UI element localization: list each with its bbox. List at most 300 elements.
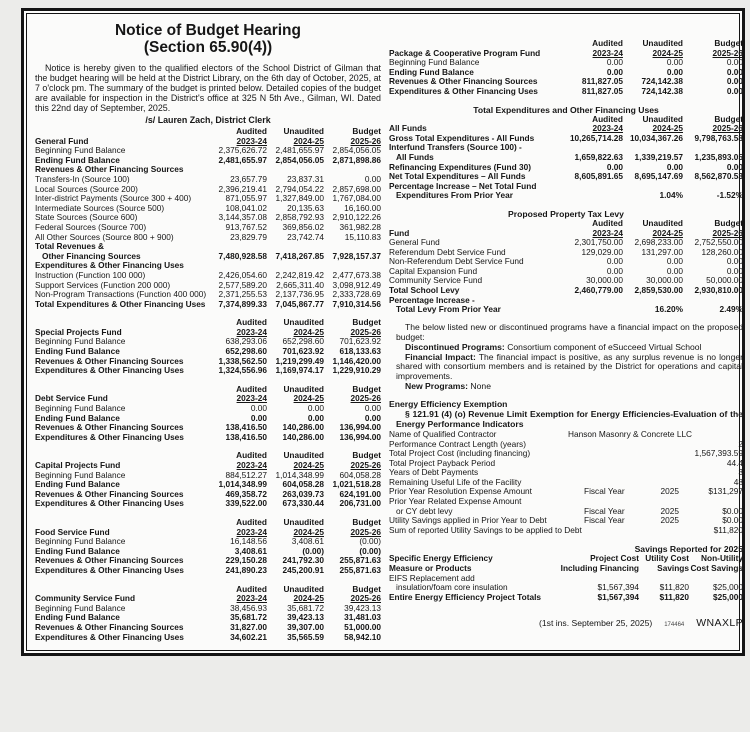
year-header: 2025-26	[350, 460, 381, 470]
column-header: Audited	[592, 217, 623, 228]
row-label: Expenditures & Other Financing Uses	[35, 498, 184, 509]
column-header: Budget	[352, 583, 381, 594]
row-label: Interfund Transfers (Source 100) -	[389, 142, 522, 153]
text-run: Discontinued Programs:	[405, 341, 505, 352]
column-header: Unaudited	[283, 126, 324, 136]
row-label: Total Project Payback Period	[389, 457, 496, 468]
cell-value: 2,481,655.97	[218, 154, 267, 165]
cell-value: 1.04%	[659, 190, 683, 201]
cell-value: 51,000.00	[344, 621, 381, 632]
cell-value: 20,135.63	[287, 202, 324, 213]
cell-value: 1,169,974.17	[275, 365, 324, 376]
row-label: Ending Fund Balance	[35, 412, 120, 423]
cell-value: $1,567,394	[597, 591, 639, 602]
row-label: Total Expenditures & Other Financing Uses	[35, 298, 206, 309]
cell-value: (0.00)	[302, 545, 324, 556]
year-header: 2025-26	[712, 227, 743, 238]
savings-heading: Savings Reported for 2025	[634, 544, 743, 555]
cell-value: $11,820	[659, 591, 689, 602]
row-label: Beginning Fund Balance	[35, 536, 126, 547]
cell-value: 44.4	[726, 457, 743, 468]
fund-row	[389, 87, 743, 97]
cell-value: 0.00	[364, 173, 381, 184]
year-header: 2024-25	[293, 135, 324, 146]
column-header: Unaudited	[642, 217, 683, 228]
cell-value: 1,146,420.00	[332, 355, 381, 366]
fund-header-spacer	[389, 219, 563, 229]
fund-header-row	[389, 219, 743, 229]
notice-box	[21, 8, 745, 656]
year-header: 2023-24	[236, 135, 267, 146]
cell-value: 140,286.00	[282, 431, 324, 442]
column-header: Savings	[657, 563, 689, 574]
row-label: Revenues & Other Financing Sources	[35, 422, 184, 433]
row-label: Remaining Useful Life of the Facility	[389, 476, 522, 487]
cell-value: 724,142.38	[641, 85, 683, 96]
cell-value: 23,657.79	[230, 173, 267, 184]
cell-value: 129,029.00	[581, 246, 623, 257]
right-column	[389, 19, 743, 642]
year-header: 2023-24	[236, 393, 267, 404]
cell-value: (0.00)	[359, 545, 381, 556]
row-label: Prior Year Related Expense Amount	[389, 496, 522, 507]
cell-value: 618,133.63	[339, 346, 381, 357]
column-header: Budget	[352, 383, 381, 394]
cell-value: 2,871,898.86	[332, 154, 381, 165]
row-label: or CY debt levy	[396, 505, 453, 516]
row-label: Sum of reported Utility Savings to be applied to Debt	[389, 524, 582, 535]
cell-value: (0.00)	[359, 536, 381, 547]
cell-value: 58,942.10	[344, 631, 381, 642]
row-label: Expenditures & Other Financing Uses	[389, 85, 538, 96]
row-label: Total Revenues &	[35, 241, 105, 252]
fund-name: Capital Projects Fund	[35, 460, 121, 470]
cell-value: 871,055.97	[225, 193, 267, 204]
cell-value: 1,229,910.29	[332, 365, 381, 376]
column-header: Budget	[352, 516, 381, 527]
cell-value: 7,928,157.37	[332, 250, 381, 261]
row-label: Revenues & Other Financing Sources	[35, 488, 184, 499]
paragraph	[389, 382, 743, 392]
cell-value: 241,890.23	[225, 564, 267, 575]
fund-row	[389, 305, 743, 315]
cell-value: 469,358.72	[225, 488, 267, 499]
cell-value: 1,339,219.57	[634, 151, 683, 162]
cell-value: 7,480,928.58	[218, 250, 267, 261]
cell-value: 2,481,655.97	[275, 145, 324, 156]
row-label: Expenditures & Other Financing Uses	[35, 260, 184, 271]
paragraph	[389, 353, 743, 383]
column-header: Unaudited	[283, 317, 324, 328]
row-label: Community Service Fund	[389, 275, 483, 286]
year-header: 2024-25	[652, 227, 683, 238]
row-label: Prior Year Resolution Expense Amount	[389, 486, 532, 497]
year-header: 2025-26	[350, 593, 381, 604]
cell-value: 701,623.92	[282, 346, 324, 357]
row-label: Inter-district Payments (Source 300 + 400)	[35, 193, 192, 204]
cell-value: 2,242,819.42	[275, 269, 324, 280]
row-label: Performance Contract Length (years)	[389, 438, 526, 449]
row-label: Non-Referendum Debt Service Fund	[389, 256, 524, 267]
column-header: Audited	[236, 583, 267, 594]
cell-value: 2,137,736.95	[275, 289, 324, 300]
fiscal-year-value	[639, 459, 679, 469]
notice-box-inner	[26, 13, 743, 651]
row-label: Revenues & Other Financing Sources	[35, 164, 184, 175]
row-label: Revenues & Other Financing Sources	[35, 621, 184, 632]
cell-value: 3,098,912.49	[332, 279, 381, 290]
year-header: 2023-24	[236, 460, 267, 470]
fiscal-year-label	[584, 526, 639, 536]
cell-value: 0.00	[307, 412, 324, 423]
cell-value: 0.00	[606, 265, 623, 276]
cell-value: 0.00	[250, 412, 267, 423]
cell-value: 1,338,562.50	[218, 355, 267, 366]
row-label: Instruction (Function 100 000)	[35, 269, 146, 280]
cell-value: 3,408.61	[291, 536, 324, 547]
column-header: Cost Savings	[690, 563, 743, 574]
fiscal-year-label	[584, 468, 639, 478]
fund-row	[35, 366, 381, 376]
year-header: 2024-25	[293, 526, 324, 537]
row-label: Ending Fund Balance	[35, 612, 120, 623]
cell-value: 2,698,233.00	[634, 237, 683, 248]
fund-row	[389, 191, 743, 201]
fund-row	[35, 633, 381, 643]
cell-value: 0.00	[726, 57, 743, 68]
fiscal-year-value: 2025	[660, 515, 679, 526]
cell-value: 0.00	[666, 265, 683, 276]
fiscal-year-value	[639, 468, 679, 478]
text-run: Energy Efficiency Exemption	[389, 399, 508, 410]
fund-row	[35, 300, 381, 310]
year-header: 2023-24	[236, 326, 267, 337]
cell-value: 604,058.28	[339, 469, 381, 480]
fund-row	[35, 499, 381, 509]
cell-value: 245,200.91	[282, 564, 324, 575]
cell-value: -1.52%	[716, 190, 743, 201]
cell-value: 0.00	[606, 256, 623, 267]
cell-value: 673,330.44	[282, 498, 324, 509]
cell-value: 2,859,530.00	[634, 285, 683, 296]
cell-value: 0.00	[606, 57, 623, 68]
cell-value: 23,829.79	[230, 231, 267, 242]
column-header: Budget	[714, 38, 743, 48]
text-run: The financial impact is positive, as any surplus revenue is no longer shared with consortium members and is retained by the District for operations and capital improvements.	[396, 351, 743, 382]
fund-section-package-cooperative-program-fund	[389, 39, 743, 97]
fund-section-special-projects-fund	[35, 318, 381, 376]
cell-value: 108,041.02	[225, 202, 267, 213]
text-run: New Programs:	[405, 381, 469, 392]
column-header: Budget	[352, 450, 381, 461]
column-header: Unaudited	[283, 450, 324, 461]
row-label: Non-Program Transactions (Function 400 000)	[35, 289, 207, 300]
row-label: Ending Fund Balance	[389, 66, 474, 77]
column-header: Budget	[714, 113, 743, 124]
row-label: Beginning Fund Balance	[35, 336, 126, 347]
column-header: Budget	[352, 126, 381, 136]
cell-value	[563, 305, 623, 315]
column-header: Budget	[352, 317, 381, 328]
fiscal-year-label: Fiscal Year	[584, 515, 625, 526]
cell-value: 0.00	[364, 412, 381, 423]
cell-value: 2,794,054.22	[275, 183, 324, 194]
cell-value: 7,374,899.33	[218, 298, 267, 309]
section-heading-proposed-property-tax-levy: Proposed Property Tax Levy	[508, 208, 624, 219]
publication-code: WNAXLP	[696, 617, 743, 630]
cell-value: 128,260.00	[701, 246, 743, 257]
cell-value: 0.00	[666, 256, 683, 267]
cell-value: $131,297	[708, 486, 743, 497]
cell-value: 2,577,589.20	[218, 279, 267, 290]
cell-value: 2.49%	[719, 304, 743, 315]
year-header: 2025-26	[350, 326, 381, 337]
row-label: Local Sources (Source 200)	[35, 183, 138, 194]
row-label: EIFS Replacement add	[389, 572, 475, 583]
cell-value: 15,110.83	[344, 231, 381, 242]
fund-section-general-fund	[35, 127, 381, 309]
fiscal-year-label: Fiscal Year	[584, 486, 625, 497]
cell-value: 604,058.28	[282, 479, 324, 490]
fund-name: General Fund	[35, 135, 89, 146]
cell-value: 7,045,867.77	[275, 298, 324, 309]
column-header: Audited	[236, 126, 267, 136]
row-label: Expenditures & Other Financing Uses	[35, 564, 184, 575]
text-run: § 121.91 (4) (o) Revenue Limit Exemption for Energy Efficiencies-Evaluation of the Energy Performance Indicators	[396, 409, 743, 429]
row-label: Percentage Increase – Net Total Fund	[389, 180, 537, 191]
year-header: 2024-25	[293, 326, 324, 337]
cell-value: 2,375,626.72	[218, 145, 267, 156]
row-label: All Funds	[396, 151, 434, 162]
contractor-name: Hanson Masonry & Concrete LLC	[568, 428, 693, 439]
cell-value: 38,456.93	[230, 602, 267, 613]
cell-value: 35,681.72	[230, 612, 267, 623]
cell-value: 2,858,792.93	[275, 212, 324, 223]
row-label: Revenues & Other Financing Sources	[35, 555, 184, 566]
cell-value: 138,416.50	[225, 431, 267, 442]
fund-section-debt-service-fund	[35, 385, 381, 443]
column-header: Specific Energy Efficiency	[389, 553, 493, 564]
column-header: Audited	[592, 113, 623, 124]
year-header: 2023-24	[236, 593, 267, 604]
cell-value: 23,742.74	[287, 231, 324, 242]
fund-section-food-service-fund	[35, 518, 381, 576]
row-label: Utility Savings applied in Prior Year to Debt	[389, 515, 547, 526]
row-label: Transfers-In (Source 100)	[35, 173, 130, 184]
cell-value: 1,324,556.96	[218, 365, 267, 376]
column-header: Audited	[236, 317, 267, 328]
column-header: Audited	[236, 383, 267, 394]
row-label: State Sources (Source 600)	[35, 212, 138, 223]
row-label: Beginning Fund Balance	[35, 403, 126, 414]
column-header: Utility Cost	[645, 553, 689, 564]
cell-value: 2,396,219.41	[218, 183, 267, 194]
cell-value: 701,623.92	[339, 336, 381, 347]
fund-row	[35, 433, 381, 443]
row-label: Years of Debt Payments	[389, 467, 479, 478]
row-label: Intermediate Sources (Source 500)	[35, 202, 165, 213]
cell-value: $11,820	[659, 582, 689, 593]
row-label: Ending Fund Balance	[35, 479, 120, 490]
row-label: Beginning Fund Balance	[35, 469, 126, 480]
cell-value: 1,219,299.49	[275, 355, 324, 366]
row-label: Name of Qualified Contractor	[389, 428, 497, 439]
cell-value: 16,148.56	[230, 536, 267, 547]
cell-value: 652,298.60	[282, 336, 324, 347]
cell-value: 1,767,084.00	[332, 193, 381, 204]
row-label: Net Total Expenditures – All Funds	[389, 171, 526, 182]
cell-value: 8,562,870.53	[694, 171, 743, 182]
cell-value: 136,994.00	[339, 422, 381, 433]
insertion-date: (1st ins. September 25, 2025)	[539, 618, 653, 629]
intro-paragraph: Notice is hereby given to the qualified electors of the School District of Gilman that the budget hearing will be held at the District Library, on the 6th day of October, 2025, at 7 o'clock pm. The summary of the budget is printed below. Detailed copies of the budget are available for inspection in the District's office at 325 N 5th Ave., Gilman, WI. Dated this 22nd day of September, 2025.	[35, 63, 381, 113]
text-run: The below listed new or discontinued programs have a financial impact on the proposed budget:	[396, 321, 743, 342]
cell-value: 16,160.00	[344, 202, 381, 213]
column-header: Unaudited	[283, 383, 324, 394]
cell-value: 48	[733, 476, 743, 487]
cell-value: 10,034,367.26	[629, 132, 683, 143]
cell-value: 30,000.00	[586, 275, 623, 286]
notice-title	[35, 22, 381, 56]
left-fund-tables	[35, 127, 381, 642]
cell-value: 884,512.27	[225, 469, 267, 480]
fiscal-year-label	[584, 449, 639, 459]
cell-value: 3,408.61	[234, 545, 267, 556]
paragraph	[389, 410, 743, 430]
cell-value: 1,021,518.28	[332, 479, 381, 490]
cell-value: $0.00	[722, 515, 743, 526]
cell-value: 16.20%	[654, 304, 683, 315]
year-header: 2023-24	[592, 123, 623, 134]
fiscal-year-value: 2025	[660, 486, 679, 497]
cell-value: 2,371,255.53	[218, 289, 267, 300]
cell-value: 23,837.31	[287, 173, 324, 184]
cell-value: 9,798,763.58	[694, 132, 743, 143]
fund-name: Debt Service Fund	[35, 393, 108, 404]
cell-value: 241,792.30	[282, 555, 324, 566]
cell-value: 361,982.28	[339, 221, 381, 232]
cell-value: 1,014,348.99	[275, 469, 324, 480]
cell-value: 140,286.00	[282, 422, 324, 433]
row-label: Ending Fund Balance	[35, 545, 120, 556]
year-header: 2023-24	[592, 47, 623, 58]
fund-name: Special Projects Fund	[35, 326, 122, 337]
notice-title-line2: (Section 65.90(4))	[143, 39, 273, 56]
fiscal-year-label	[584, 440, 639, 450]
cell-value: 2,752,550.00	[694, 237, 743, 248]
row-label: Total Project Cost (including financing)	[389, 448, 531, 459]
fund-header-row	[389, 115, 743, 125]
cell-value: 0.00	[364, 403, 381, 414]
cell-value: 1,327,849.00	[275, 193, 324, 204]
column-header: Measure or Products	[389, 563, 472, 574]
cell-value: 2,854,056.05	[275, 154, 324, 165]
row-label: Beginning Fund Balance	[35, 145, 126, 156]
cell-value: 0.00	[666, 57, 683, 68]
cell-value: $25,000	[713, 582, 743, 593]
year-header: 2024-25	[293, 460, 324, 470]
cell-value: 2	[738, 438, 743, 449]
text-run: Financial Impact:	[405, 351, 476, 362]
cell-value: 229,150.28	[225, 555, 267, 566]
cell-value: 0.00	[726, 66, 743, 77]
fiscal-year-value: 2025	[660, 505, 679, 516]
column-header: Project Cost	[590, 553, 639, 564]
paragraph	[389, 323, 743, 343]
row-label: Expenditures From Prior Year	[396, 190, 513, 201]
fund-name: Food Service Fund	[35, 526, 110, 537]
cell-value: 2,665,311.40	[276, 279, 324, 290]
text-run: Consortium component of eSucceed Virtual School	[504, 341, 702, 352]
savings-table	[389, 544, 743, 602]
fiscal-year-value	[639, 449, 679, 459]
cell-value: 50,000.00	[706, 275, 743, 286]
left-column	[35, 19, 381, 642]
year-header: 2025-26	[712, 123, 743, 134]
fund-name: Package & Cooperative Program Fund	[389, 47, 541, 58]
row-label: Revenues & Other Financing Sources	[389, 76, 538, 87]
column-header: Budget	[714, 217, 743, 228]
row-label: insulation/foam core insulation	[396, 582, 508, 593]
cell-value: 7,910,314.56	[332, 298, 381, 309]
cell-value: 2,460,779.00	[574, 285, 623, 296]
cell-value: 811,827.05	[581, 85, 623, 96]
row-label: All Other Sources (Source 800 + 900)	[35, 231, 174, 242]
year-header: 2024-25	[293, 593, 324, 604]
year-header: 2025-26	[350, 393, 381, 404]
notice-footer	[389, 617, 743, 629]
fiscal-year-label	[584, 459, 639, 469]
fund-row	[35, 566, 381, 576]
fiscal-year-value	[639, 526, 679, 536]
fund-section-capital-projects-fund	[35, 451, 381, 509]
row-label: Gross Total Expenditures - All Funds	[389, 132, 535, 143]
cell-value: 131,297.00	[641, 246, 683, 257]
cell-value: $1,567,394	[597, 582, 639, 593]
year-header: 2025-26	[350, 526, 381, 537]
cell-value: 8,695,147.69	[634, 171, 683, 182]
year-header: 2024-25	[652, 47, 683, 58]
cell-value: 2,426,054.60	[218, 269, 267, 280]
cell-value: 0.00	[606, 66, 623, 77]
row-label: Total School Levy	[389, 285, 460, 296]
cell-value: $11,820	[713, 524, 743, 535]
text-run: None	[468, 381, 491, 392]
cell-value: 724,142.38	[641, 76, 683, 87]
year-header: 2024-25	[293, 393, 324, 404]
column-header: Audited	[236, 516, 267, 527]
column-header: Non-Utility	[701, 553, 743, 564]
cell-value: 0.00	[726, 265, 743, 276]
cell-value: 0.00	[726, 85, 743, 96]
cell-value: 136,994.00	[339, 431, 381, 442]
cell-value: 30,000.00	[646, 275, 683, 286]
cell-value: $0.00	[722, 505, 743, 516]
column-header: Including Financing	[560, 563, 639, 574]
cell-value: 0.00	[250, 403, 267, 414]
row-label: Entire Energy Efficiency Project Totals	[389, 591, 542, 602]
fund-section-all-funds	[389, 115, 743, 201]
column-header: Audited	[592, 38, 623, 48]
cell-value: 31,481.03	[344, 612, 381, 623]
year-header: 2024-25	[652, 123, 683, 134]
cell-value: 2,930,810.00	[694, 285, 743, 296]
cell-value: 0.00	[666, 66, 683, 77]
row-label: Ending Fund Balance	[35, 346, 120, 357]
cell-value: 0.00	[606, 161, 623, 172]
cell-value: 0.00	[307, 403, 324, 414]
cell-value: 638,293.06	[225, 336, 267, 347]
